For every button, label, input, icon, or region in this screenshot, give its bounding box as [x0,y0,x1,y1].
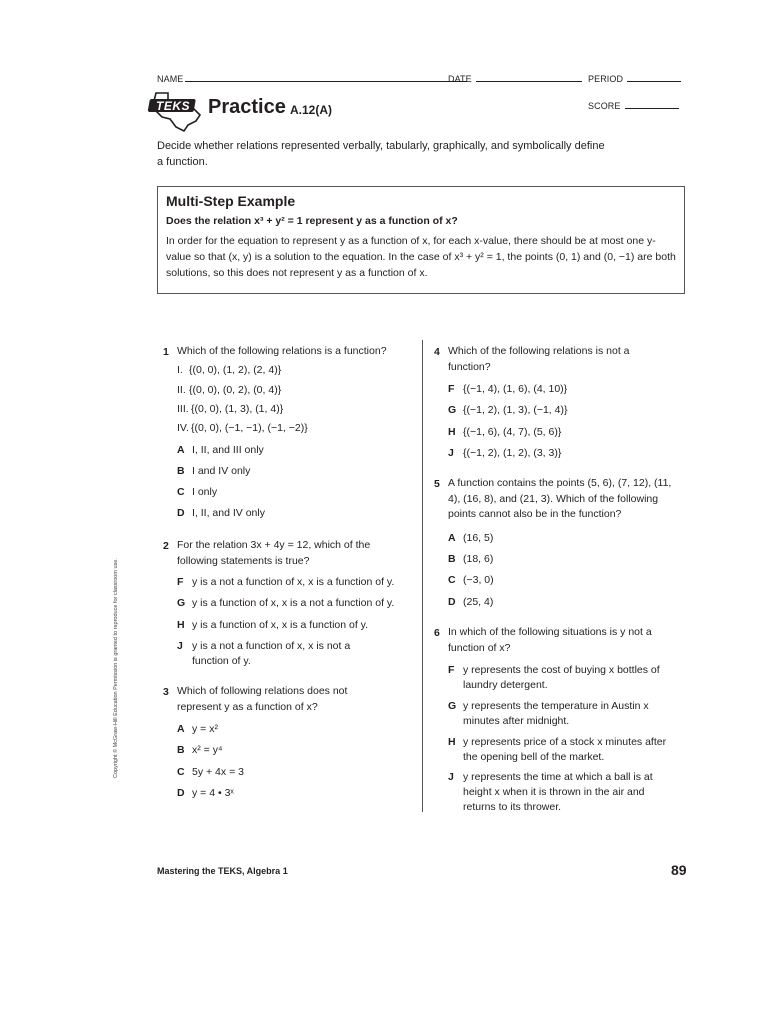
date-label: DATE [448,74,472,84]
page-title: Practice [208,96,286,118]
question-6-option-h[interactable]: H y represents price of a stock x minutes after the opening bell of the market. [448,736,667,763]
question-2-text: For the relation 3x + 4y = 12, which of the following statements is true? [177,539,371,567]
question-3-option-a[interactable]: A y = x² [177,723,218,735]
question-1-option-d[interactable]: D I, II, and IV only [177,507,265,519]
question-3-text: Which of following relations does not represent y as a function of x? [177,685,348,713]
question-5-number: 5 [434,478,440,490]
logo-text: TEKS [156,99,191,113]
footer-book-title: Mastering the TEKS, Algebra 1 [157,866,288,876]
standard-code: A.12(A) [290,103,333,117]
question-4-text: Which of the following relations is not a function? [448,345,630,373]
question-1-item-1: I. {(0, 0), (1, 2), (2, 4)} [177,364,282,376]
example-heading: Multi-Step Example [166,193,296,209]
question-1-text: Which of the following relations is a function? [177,345,387,357]
example-question: Does the relation x³ + y² = 1 represent y as a function of x? [166,215,458,227]
question-1-number: 1 [163,346,169,358]
intro-text: Decide whether relations represented verbally, tabularly, graphically, and symbolically define a function. [157,140,605,168]
question-5-option-a[interactable]: A (16, 5) [448,532,494,544]
score-label: SCORE [588,101,621,111]
question-5-text: A function contains the points (5, 6), (7, 12), (11, 4), (16, 8), and (21, 3). Which of the following points cannot also be in the function? [448,477,672,520]
question-3-option-b[interactable]: B x² = y⁴ [177,744,223,756]
score-field [588,101,679,111]
question-3-option-c[interactable]: C 5y + 4x = 3 [177,766,244,778]
question-2-option-f[interactable]: F y is a not a function of x, x is a function of y. [177,576,395,588]
column-divider [422,340,423,812]
question-6-text: In which of the following situations is y not a function of x? [448,626,652,654]
question-1-item-2: II. {(0, 0), (0, 2), (0, 4)} [177,384,282,396]
multi-step-example-box [157,186,685,294]
period-field [588,74,681,84]
question-6-option-f[interactable]: F y represents the cost of buying x bottles of laundry detergent. [448,664,660,691]
question-6-number: 6 [434,627,440,639]
question-2-option-g[interactable]: G y is a function of x, x is a not a function of y. [177,597,395,609]
question-2-option-j[interactable]: J y is a not a function of x, x is not a function of y. [177,640,351,667]
question-3-number: 3 [163,686,169,698]
question-1-option-a[interactable]: A I, II, and III only [177,444,264,456]
period-label: PERIOD [588,74,624,84]
question-5-option-d[interactable]: D (25, 4) [448,596,494,608]
name-field [157,74,467,84]
question-5-option-b[interactable]: B (18, 6) [448,553,494,565]
question-2-number: 2 [163,540,169,552]
question-4-option-g[interactable]: G {(−1, 2), (1, 3), (−1, 4)} [448,404,568,416]
date-field [448,74,582,84]
question-5-option-c[interactable]: C (−3, 0) [448,574,494,586]
question-1-option-b[interactable]: B I and IV only [177,465,251,477]
page-number: 89 [671,862,687,878]
name-label: NAME [157,74,184,84]
teks-logo [146,87,204,133]
question-4-option-f[interactable]: F {(−1, 4), (1, 6), (4, 10)} [448,383,568,395]
question-6-option-j[interactable]: J y represents the time at which a ball is at height x when it is thrown in the air and returns to its thrower. [448,771,653,813]
question-4-option-j[interactable]: J {(−1, 2), (1, 2), (3, 3)} [448,447,562,459]
question-2-option-h[interactable]: H y is a function of x, x is a function of y. [177,619,369,631]
question-1-item-3: III. {(0, 0), (1, 3), (1, 4)} [177,403,284,415]
copyright-notice: Copyright © McGraw-Hill Education Permission is granted to reproduce for classroom use. [113,558,119,778]
question-1-option-c[interactable]: C I only [177,486,218,498]
example-text: In order for the equation to represent y as a function of x, for each x-value, there should be at most one y-value so that (x, y) is a solution to the equation. In the case of x³ + y² = 1, the points (0, 1) and (0, −1) are both solutions, so this does not represent y as a function of x. [166,235,676,279]
question-1-item-4: IV. {(0, 0), (−1, −1), (−1, −2)} [177,422,308,434]
question-4-number: 4 [434,346,440,358]
question-6-option-g[interactable]: G y represents the temperature in Austin x minutes after midnight. [448,700,649,727]
question-3-option-d[interactable]: D y = 4 • 3ˣ [177,787,234,799]
question-4-option-h[interactable]: H {(−1, 6), (4, 7), (5, 6)} [448,426,562,438]
